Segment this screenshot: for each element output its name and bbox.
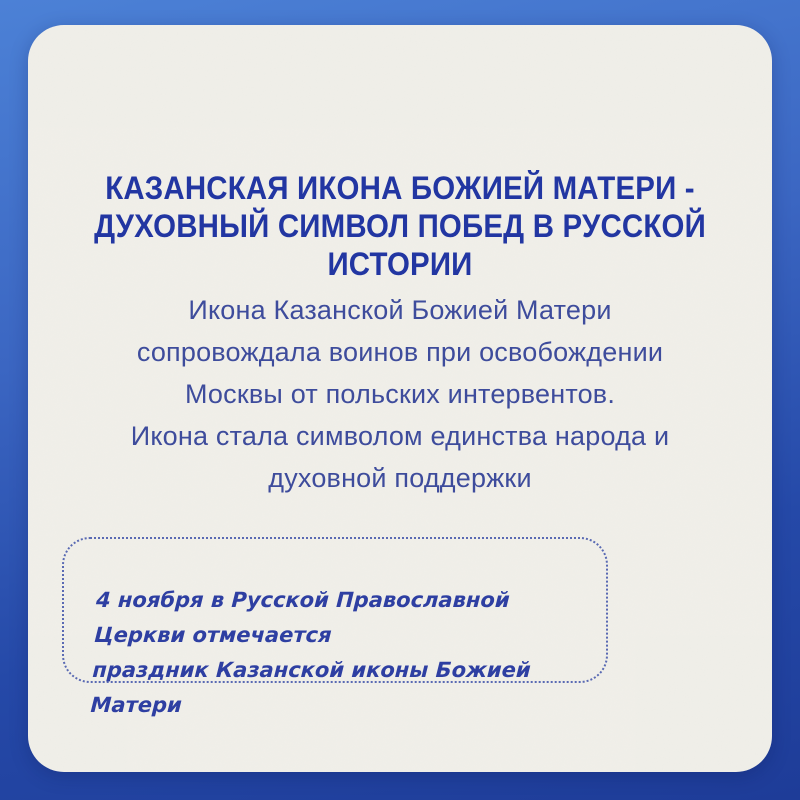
note-line2: праздник Казанской иконы Божией Матери bbox=[89, 658, 532, 717]
body-line: Москвы от польских интервентов. bbox=[184, 379, 616, 409]
body-line: Икона Казанской Божией Матери bbox=[188, 295, 612, 325]
note-line1: 4 ноября в Русской Православной Церкви отмечается bbox=[93, 588, 511, 647]
note-text bbox=[90, 583, 592, 723]
body-line: сопровождала воинов при освобождении bbox=[136, 337, 664, 367]
poster-title bbox=[58, 169, 742, 283]
poster-body-text bbox=[28, 289, 772, 499]
poster-title-line2: ДУХОВНЫЙ СИМВОЛ ПОБЕД В РУССКОЙ ИСТОРИИ bbox=[94, 208, 706, 282]
poster-card bbox=[28, 25, 772, 772]
note-box bbox=[62, 537, 608, 717]
poster-title-line1: КАЗАНСКАЯ ИКОНА БОЖИЕЙ МАТЕРИ - bbox=[105, 170, 695, 206]
body-line: Икона стала символом единства народа и bbox=[130, 421, 670, 451]
body-line: духовной поддержки bbox=[268, 463, 532, 493]
